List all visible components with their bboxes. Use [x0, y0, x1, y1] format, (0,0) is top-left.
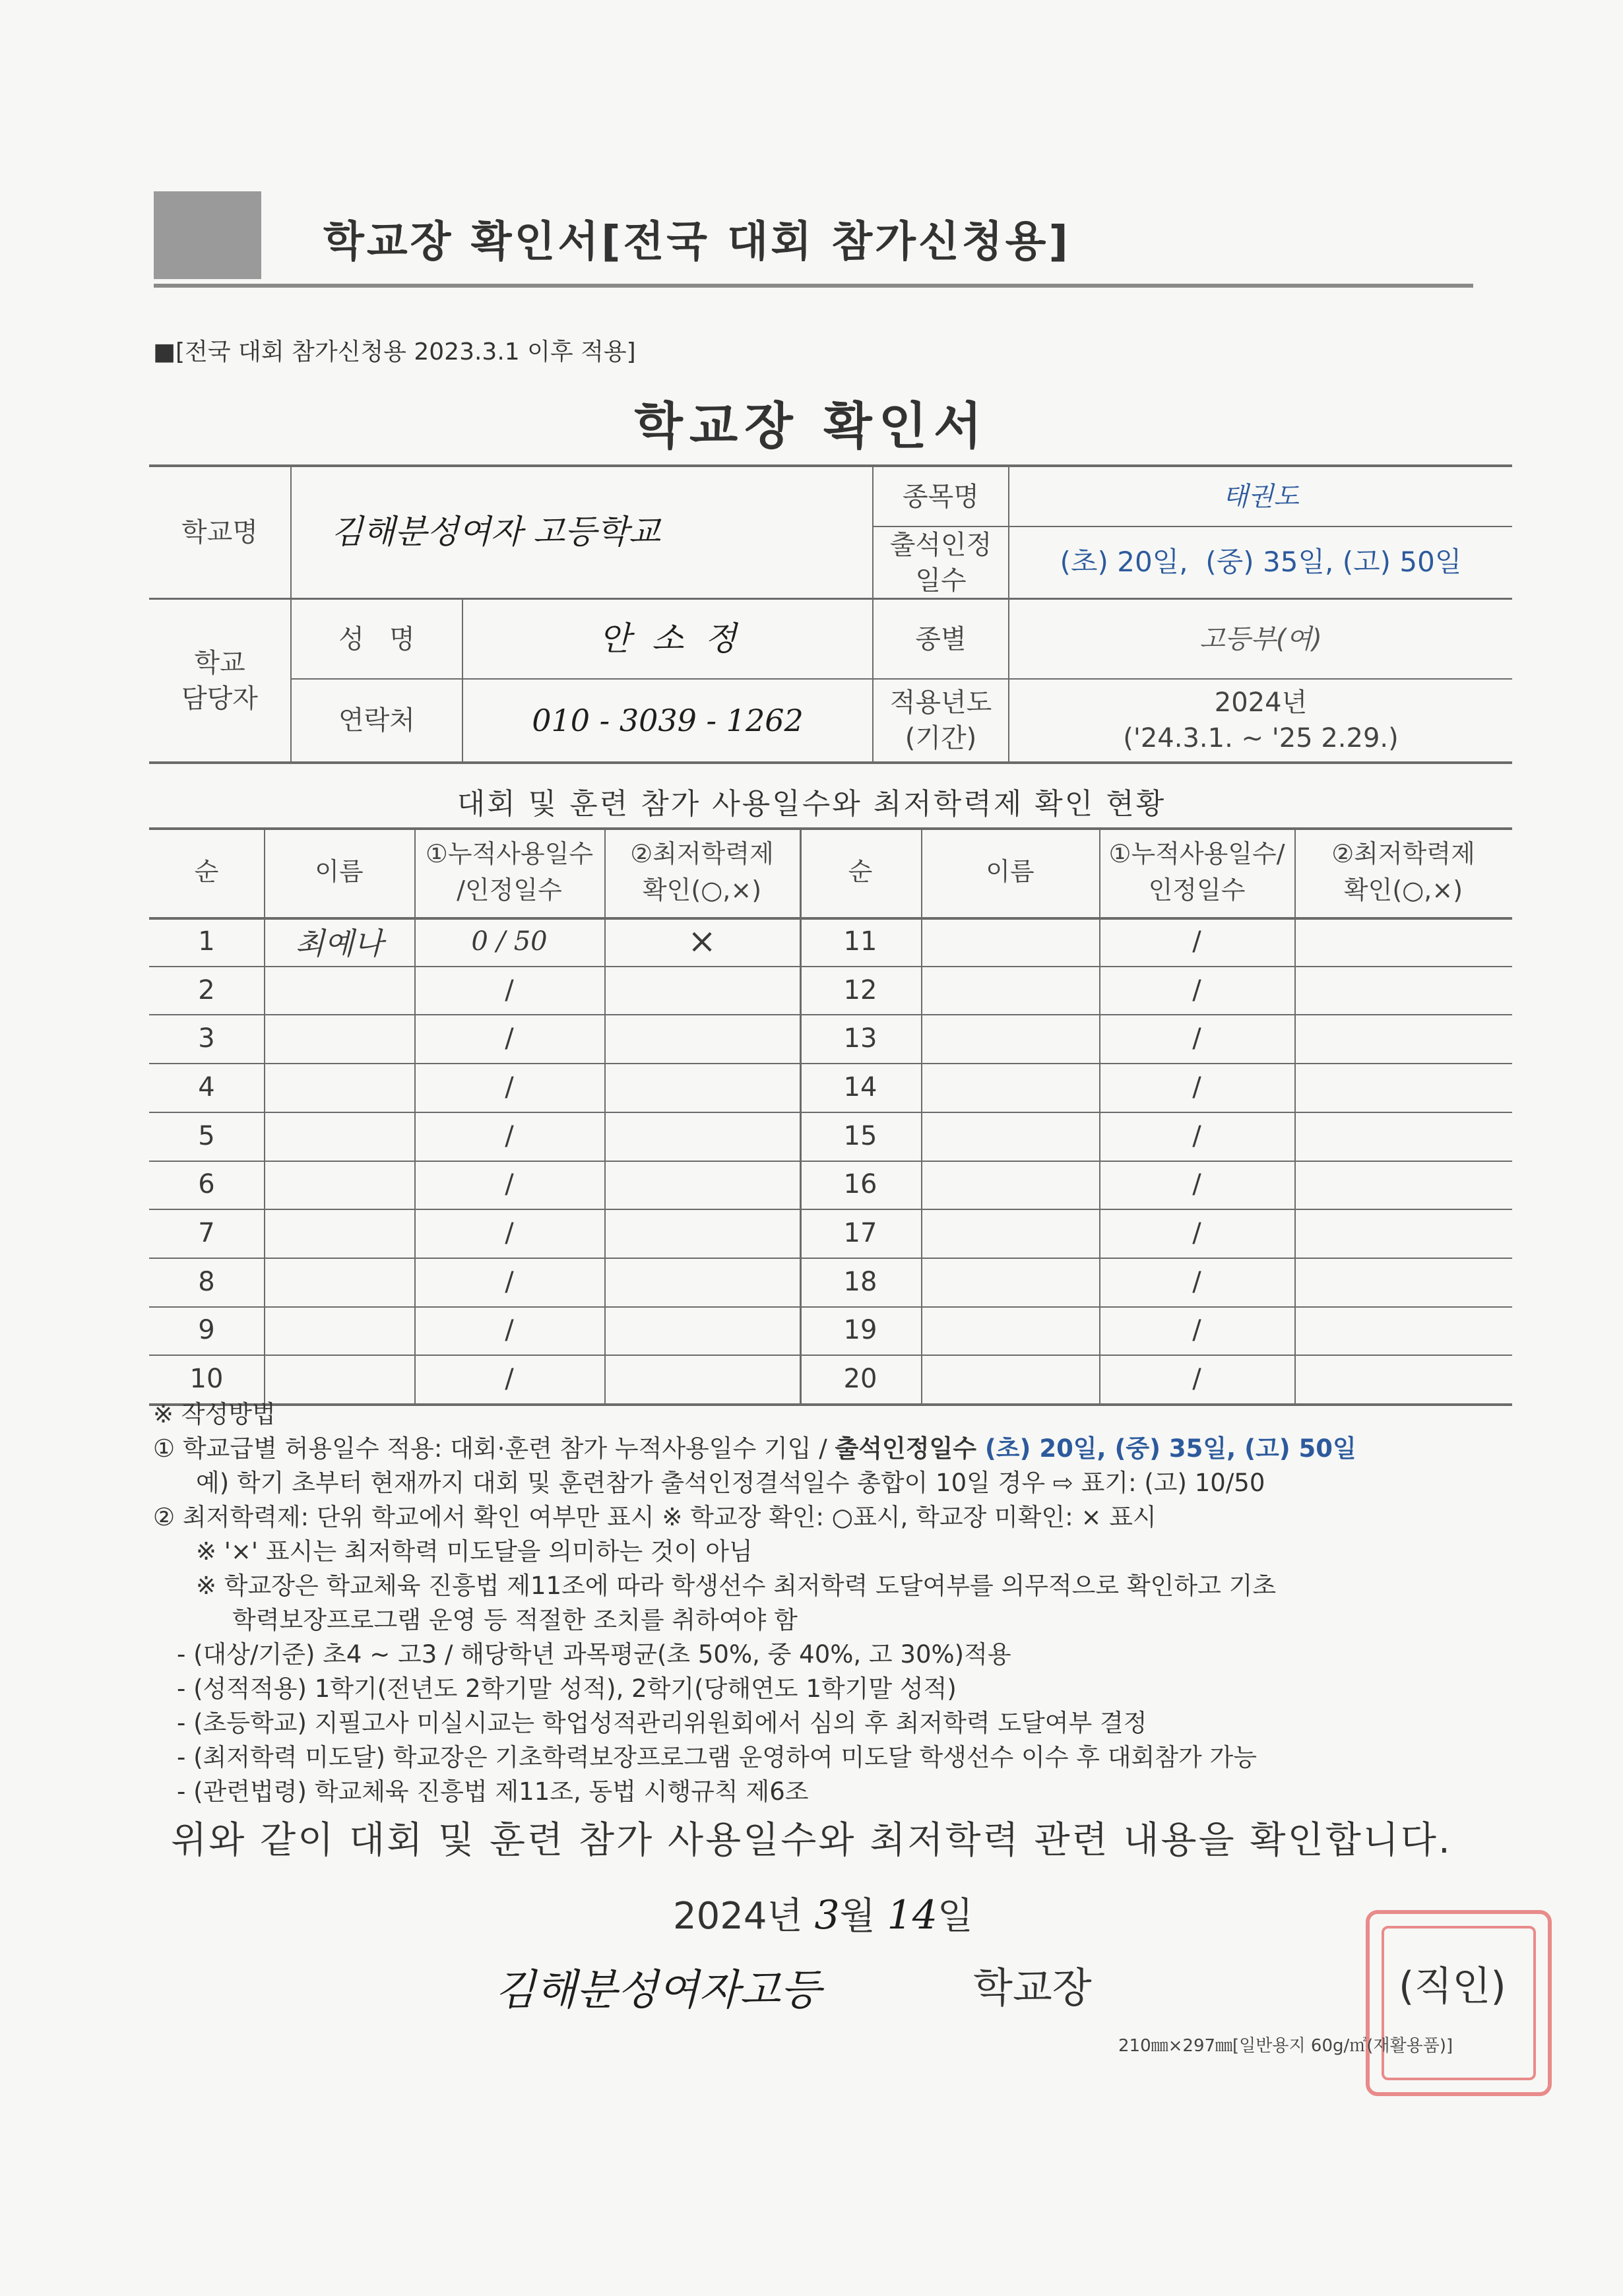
- header-name: 이름: [315, 857, 364, 887]
- contact-name-label: 성 명: [338, 623, 415, 654]
- row-days: /: [505, 1120, 514, 1151]
- row-days: /: [505, 1023, 514, 1054]
- year-value: 2024년: [1214, 687, 1308, 718]
- row-days: /: [505, 1071, 514, 1102]
- row-name: [264, 1258, 414, 1306]
- row-confirm: [604, 966, 800, 1015]
- date-day: 14: [887, 1892, 938, 1938]
- header-title: 학교장 확인서[전국 대회 참가신청용]: [323, 218, 1071, 267]
- year-cell: [1009, 680, 1512, 761]
- note-9: - (관련법령) 학교체육 진흥법 제11조, 동법 시행규칙 제6조: [177, 1777, 809, 1806]
- row-confirm: [604, 1258, 800, 1306]
- row-no-right: 16: [843, 1169, 877, 1200]
- row-days: /: [505, 974, 514, 1005]
- header-days: ①누적사용일수 /인정일수: [425, 839, 594, 905]
- note-1-blue: (초) 20일, (중) 35일, (고) 50일: [984, 1434, 1356, 1463]
- year-label: 적용년도 (기간): [889, 687, 992, 753]
- notes-heading: ※ 작성방법: [153, 1400, 276, 1428]
- row-no-right: 19: [843, 1315, 877, 1346]
- row-confirm: [604, 1112, 800, 1161]
- row-days-right: /: [1192, 1266, 1201, 1297]
- row-name: [264, 1306, 414, 1355]
- header-days-right: ①누적사용일수/ 인정일수: [1108, 839, 1285, 905]
- section-title: 대회 및 훈련 참가 사용일수와 최저학력제 확인 현황: [457, 787, 1166, 821]
- row-name: [264, 1161, 414, 1209]
- date-month-unit: 월: [839, 1895, 875, 1938]
- header-no-right: 순: [848, 857, 873, 887]
- paper-spec-footnote: 210㎜×297㎜[일반용지 60g/㎡(재활용품)]: [1118, 2036, 1453, 2056]
- row-name: [264, 1112, 414, 1161]
- row-days-right: /: [1192, 926, 1201, 957]
- note-4-cont: 학력보장프로그램 운영 등 적절한 조치를 취하여야 함: [232, 1606, 798, 1634]
- row-no: 5: [198, 1120, 215, 1151]
- row-confirm: [604, 1306, 800, 1355]
- seal-mark: (직인): [1399, 1963, 1506, 2010]
- note-5: - (대상/기준) 초4 ~ 고3 / 해당학년 과목평균(초 50%, 중 40%, 고 30%)적용: [177, 1640, 1011, 1669]
- row-no: 2: [198, 974, 215, 1005]
- row-no-right: 12: [843, 974, 877, 1005]
- row-confirm: [604, 1014, 800, 1063]
- row-no: 10: [189, 1364, 224, 1395]
- row-confirm: [604, 1063, 800, 1112]
- note-4: ※ 학교장은 학교체육 진흥법 제11조에 따라 학생선수 최저학력 도달여부를 의무적으로 확인하고 기초: [196, 1572, 1277, 1600]
- row-no-right: 14: [843, 1071, 877, 1102]
- row-name: [264, 1209, 414, 1258]
- row-days: 0 / 50: [471, 926, 548, 957]
- row-name: [264, 966, 414, 1015]
- contact-person-label: 학교 담당자: [181, 647, 258, 714]
- note-1-bold: 출석인정일수: [835, 1434, 985, 1463]
- row-no-right: 15: [843, 1120, 877, 1151]
- header-no: 순: [194, 857, 219, 887]
- school-signature: 김해분성여자고등: [495, 1966, 821, 2015]
- confirmation-statement: 위와 같이 대회 및 훈련 참가 사용일수와 최저학력 관련 내용을 확인합니다.: [171, 1819, 1452, 1862]
- row-days: /: [505, 1266, 514, 1297]
- row-no: 1: [198, 926, 215, 957]
- school-name-value: 김해분성여자 고등학교: [331, 513, 660, 552]
- row-days-right: /: [1192, 1169, 1201, 1200]
- applies-note: ■[전국 대회 참가신청용 2023.3.1 이후 적용]: [153, 338, 636, 366]
- row-confirm: [604, 1161, 800, 1209]
- note-1-text: ① 학교급별 허용일수 적용: 대회·훈련 참가 누적사용일수 기입 /: [153, 1434, 835, 1463]
- row-no-right: 17: [843, 1218, 877, 1249]
- row-no-right: 11: [843, 926, 877, 957]
- sport-label: 종목명: [903, 481, 979, 512]
- row-name: [264, 1014, 414, 1063]
- note-3: ※ '×' 표시는 최저학력 미도달을 의미하는 것이 아님: [196, 1537, 753, 1566]
- row-no: 3: [198, 1023, 215, 1054]
- row-days: /: [505, 1315, 514, 1346]
- row-days-right: /: [1192, 1120, 1201, 1151]
- row-days: /: [505, 1218, 514, 1249]
- row-no-right: 13: [843, 1023, 877, 1054]
- row-days-right: /: [1192, 1218, 1201, 1249]
- row-days-right: /: [1192, 1071, 1201, 1102]
- note-1: [153, 1432, 1525, 1466]
- date-month: 3: [814, 1892, 840, 1938]
- note-1-example: 예) 학기 초부터 현재까지 대회 및 훈련참가 출석인정결석일수 총합이 10일 경우 ⇨ 표기: (고) 10/50: [196, 1469, 1265, 1497]
- principal-label: 학교장: [973, 1963, 1092, 2012]
- row-confirm: [604, 1209, 800, 1258]
- main-title: 학교장 확인서: [634, 397, 989, 455]
- row-no: 8: [198, 1266, 215, 1297]
- row-days-right: /: [1192, 1023, 1201, 1054]
- header-gray-block: [154, 191, 261, 279]
- row-confirm: [604, 1355, 800, 1403]
- row-no-right: 20: [843, 1364, 877, 1395]
- phone-value: 010 - 3039 - 1262: [532, 702, 804, 738]
- sport-value: 태권도: [1223, 481, 1299, 512]
- category-value: 고등부(여): [1199, 623, 1322, 654]
- date-year: 2024년: [673, 1895, 803, 1938]
- note-8: - (최저학력 미도달) 학교장은 기초학력보장프로그램 운영하여 미도달 학생선수 이수 후 대회참가 가능: [177, 1743, 1257, 1771]
- row-no: 6: [198, 1169, 215, 1200]
- info-line: [149, 761, 1512, 764]
- attendance-label: 출석인정 일수: [889, 529, 992, 596]
- header-confirm: ②최저학력제 확인(○,×): [630, 839, 774, 905]
- note-6: - (성적적용) 1학기(전년도 2학기말 성적), 2학기(당해연도 1학기말 성적): [177, 1674, 957, 1703]
- row-days: /: [505, 1169, 514, 1200]
- row-days-right: /: [1192, 1315, 1201, 1346]
- instructions: [153, 1397, 1525, 1809]
- row-name: 최예나: [295, 925, 383, 961]
- phone-label: 연락처: [338, 705, 415, 736]
- category-label: 종별: [915, 623, 967, 654]
- note-2: ② 최저학력제: 단위 학교에서 확인 여부만 표시 ※ 학교장 확인: ○표시, 학교장 미확인: × 표시: [153, 1503, 1157, 1531]
- contact-name-value: 안 소 정: [598, 619, 737, 658]
- row-days-right: /: [1192, 974, 1201, 1005]
- row-name: [264, 1355, 414, 1403]
- date-day-unit: 일: [937, 1895, 974, 1938]
- school-name-label: 학교명: [181, 517, 258, 548]
- header-rule: [154, 284, 1473, 288]
- header-confirm-right: ②최저학력제 확인(○,×): [1331, 839, 1475, 905]
- issue-date: [673, 1887, 973, 1940]
- row-no-right: 18: [843, 1266, 877, 1297]
- row-days-right: /: [1192, 1364, 1201, 1395]
- attendance-value: (초) 20일, (중) 35일, (고) 50일: [1060, 546, 1462, 579]
- header-name-right: 이름: [986, 857, 1034, 887]
- year-period: ('24.3.1. ~ '25 2.29.): [1123, 723, 1399, 753]
- row-no: 9: [198, 1315, 215, 1346]
- row-confirm: ×: [687, 921, 716, 961]
- row-days: /: [505, 1364, 514, 1395]
- row-name: [264, 1063, 414, 1112]
- row-no: 7: [198, 1218, 215, 1249]
- row-no: 4: [198, 1071, 215, 1102]
- note-7: - (초등학교) 지필고사 미실시교는 학업성적관리위원회에서 심의 후 최저학력 도달여부 결정: [177, 1709, 1147, 1737]
